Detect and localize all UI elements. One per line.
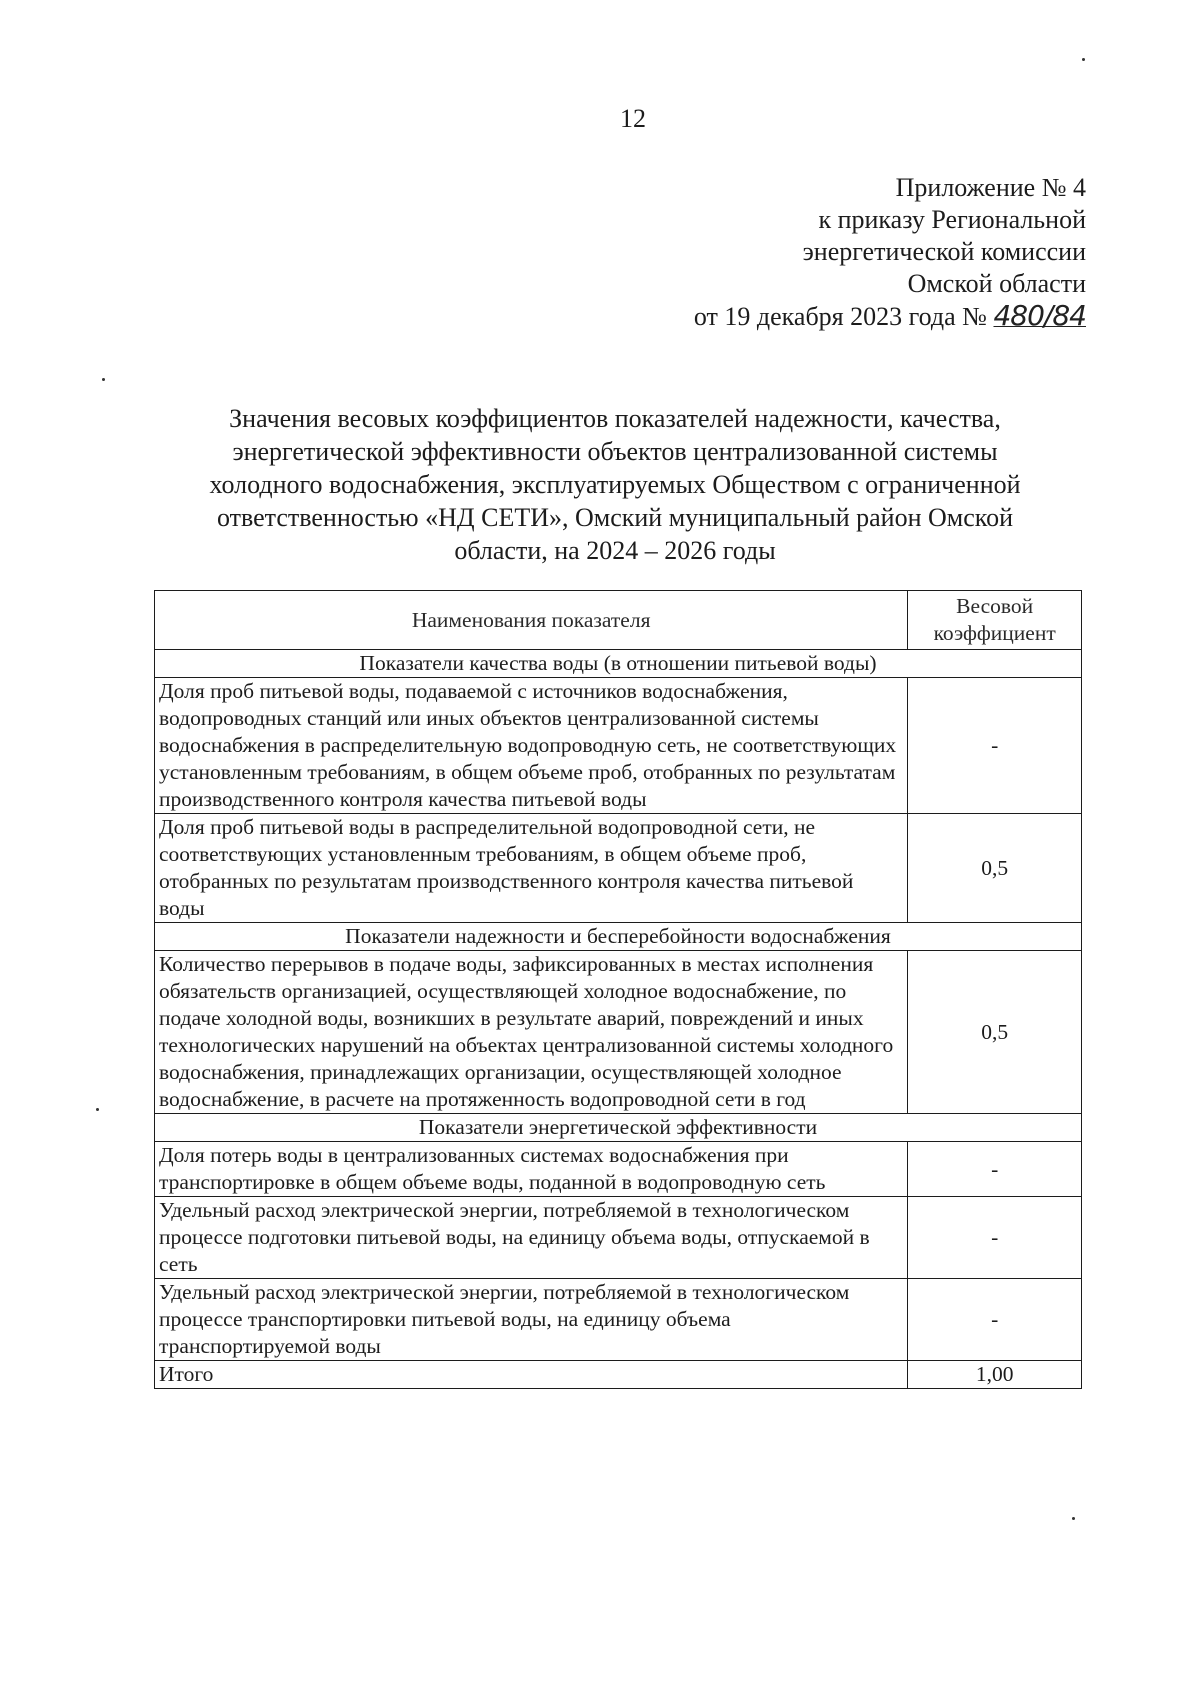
- indicator-weight: 0,5: [908, 951, 1082, 1114]
- title-line: области, на 2024 – 2026 годы: [454, 536, 776, 565]
- indicator-weight: 0,5: [908, 814, 1082, 923]
- total-row: [155, 1361, 1082, 1389]
- section-title: Показатели качества воды (в отношении питьевой воды): [155, 650, 1082, 678]
- indicator-name: Удельный расход электрической энергии, потребляемой в технологическом процессе транспортировки питьевой воды, на единицу объема транспортируемой воды: [155, 1279, 908, 1361]
- title-line: Значения весовых коэффициентов показателей надежности, качества,: [229, 404, 1001, 433]
- table-header-row: [155, 591, 1082, 650]
- indicator-weight: -: [908, 1197, 1082, 1279]
- appendix-line: к приказу Региональной: [818, 205, 1086, 234]
- scan-speck: [1072, 1517, 1075, 1520]
- indicator-name: Доля проб питьевой воды, подаваемой с источников водоснабжения, водопроводных станций или иных объектов централизованной системы водоснабжения в распределительную водопроводную сеть, не соответствующих установленным требованиям, в общем объеме проб, отобранных по результатам производственного контроля качества питьевой воды: [155, 678, 908, 814]
- scan-speck: [1082, 58, 1085, 61]
- title-line: холодного водоснабжения, эксплуатируемых Обществом с ограниченной: [209, 470, 1021, 499]
- table-row: [155, 1197, 1082, 1279]
- scan-speck: [96, 1108, 99, 1111]
- title-line: энергетической эффективности объектов централизованной системы: [232, 437, 998, 466]
- order-number: 480/84: [993, 299, 1086, 332]
- document-title: [160, 402, 1070, 567]
- indicator-name: Количество перерывов в подаче воды, зафиксированных в местах исполнения обязательств организацией, осуществляющей холодное водоснабжение, по подаче холодной воды, возникших в результате аварий, повреждений и иных технологических нарушений на объектах централизованной системы холодного водоснабжения, принадлежащих организации, осуществляющей холодное водоснабжение, в расчете на протяженность водопроводной сети в год: [155, 951, 908, 1114]
- total-label: Итого: [155, 1361, 908, 1389]
- indicator-name: Удельный расход электрической энергии, потребляемой в технологическом процессе подготовки питьевой воды, на единицу объема воды, отпускаемой в сеть: [155, 1197, 908, 1279]
- total-value: 1,00: [908, 1361, 1082, 1389]
- table-row: [155, 951, 1082, 1114]
- section-title: Показатели надежности и бесперебойности водоснабжения: [155, 923, 1082, 951]
- section-row: [155, 923, 1082, 951]
- indicator-name: Доля проб питьевой воды в распределительной водопроводной сети, не соответствующих установленным требованиям, в общем объеме проб, отобранных по результатам производственного контроля качества питьевой воды: [155, 814, 908, 923]
- table-row: [155, 678, 1082, 814]
- indicator-weight: -: [908, 1142, 1082, 1197]
- table-row: [155, 1279, 1082, 1361]
- section-title: Показатели энергетической эффективности: [155, 1114, 1082, 1142]
- appendix-line: энергетической комиссии: [802, 237, 1086, 266]
- section-row: [155, 650, 1082, 678]
- page-number: 12: [620, 104, 646, 133]
- appendix-line: Омской области: [907, 269, 1086, 298]
- header-indicator-name: Наименования показателя: [155, 591, 908, 650]
- indicator-weight: -: [908, 1279, 1082, 1361]
- indicator-weight: -: [908, 678, 1082, 814]
- scan-speck: [102, 378, 105, 381]
- section-row: [155, 1114, 1082, 1142]
- appendix-block: [694, 172, 1086, 333]
- table-row: [155, 814, 1082, 923]
- title-line: ответственностью «НД СЕТИ», Омский муниципальный район Омской: [217, 503, 1013, 532]
- appendix-date: от 19 декабря 2023 года №: [693, 302, 987, 331]
- appendix-line: Приложение № 4: [895, 173, 1086, 202]
- header-weight: Весовой коэффициент: [908, 591, 1082, 650]
- weights-table: [154, 590, 1082, 1389]
- appendix-date-line: [694, 300, 1086, 333]
- table-row: [155, 1142, 1082, 1197]
- indicator-name: Доля потерь воды в централизованных системах водоснабжения при транспортировке в общем объеме воды, поданной в водопроводную сеть: [155, 1142, 908, 1197]
